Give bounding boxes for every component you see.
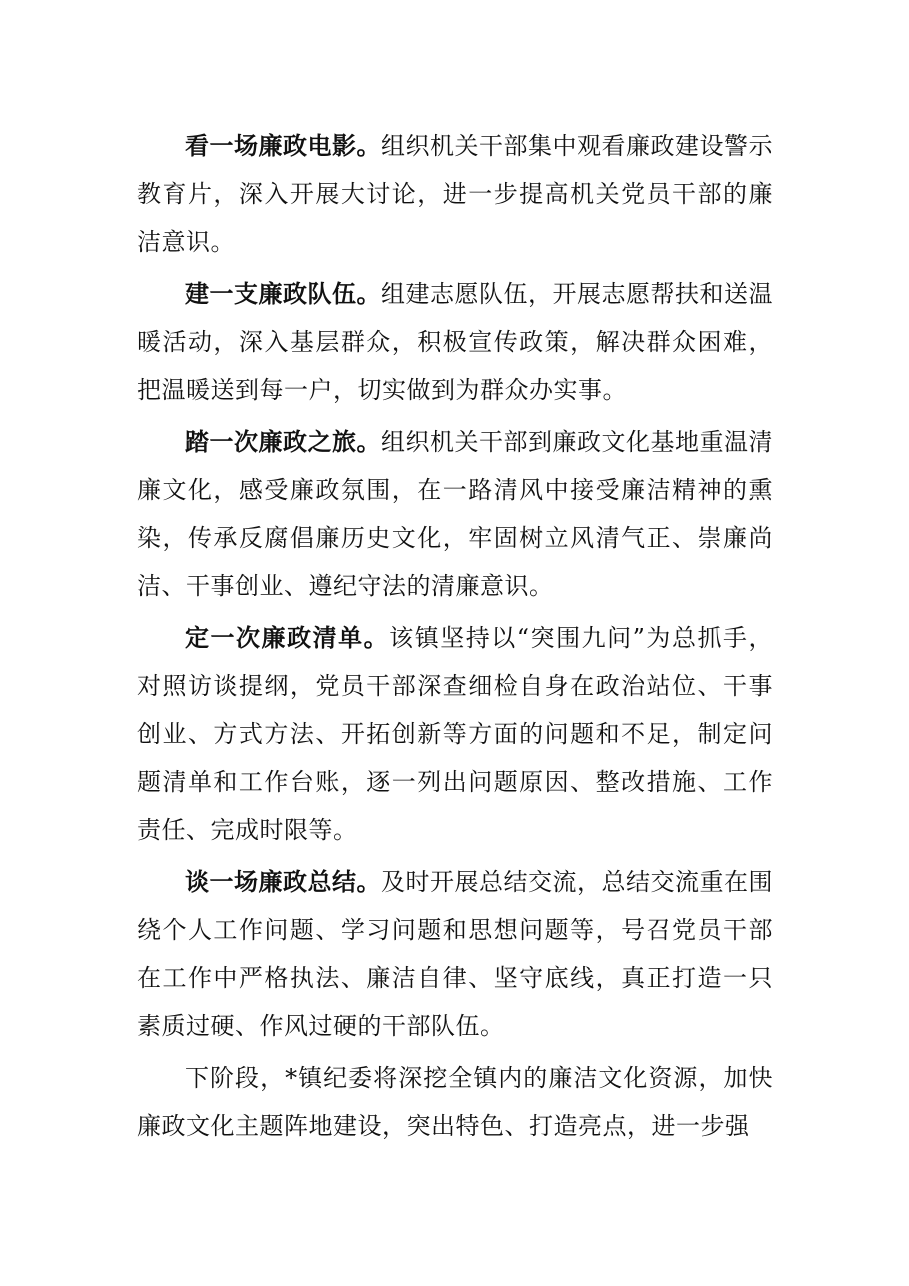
paragraph-team — [137, 270, 773, 414]
paragraph-text: 该镇坚持以“突围九问”为总抓手，对照访谈提纲，党员干部深查细检自身在政治站位、干事创业、方式方法、开拓创新等方面的问题和不足，制定问题清单和工作台账，逐一列出问题原因、整改措施、工作责任、完成时限等。 — [137, 624, 774, 844]
paragraph-lead: 建一支廉政队伍。 — [185, 280, 381, 308]
paragraph-lead: 看一场廉政电影。 — [185, 132, 381, 160]
paragraph-text: 组织机关干部到廉政文化基地重温清廉文化，感受廉政氛围，在一路清风中接受廉洁精神的熏染，传承反腐倡廉历史文化，牢固树立风清气正、崇廉尚洁、干事创业、遵纪守法的清廉意识。 — [137, 428, 773, 600]
paragraph-lead: 谈一场廉政总结。 — [185, 868, 381, 896]
paragraph-movie — [137, 122, 773, 266]
paragraph-lead: 踏一次廉政之旅。 — [185, 428, 381, 456]
paragraph-summary — [137, 858, 773, 1050]
paragraph-list — [137, 614, 773, 854]
paragraph-next-stage — [137, 1054, 773, 1150]
paragraph-text: 组建志愿队伍，开展志愿帮扶和送温暖活动，深入基层群众，积极宣传政策，解决群众困难，把温暖送到每一户，切实做到为群众办实事。 — [137, 280, 773, 404]
document-body — [137, 122, 773, 1154]
paragraph-trip — [137, 418, 773, 610]
paragraph-text: 及时开展总结交流，总结交流重在围绕个人工作问题、学习问题和思想问题等，号召党员干部在工作中严格执法、廉洁自律、坚守底线，真正打造一只素质过硬、作风过硬的干部队伍。 — [137, 868, 773, 1040]
paragraph-lead: 定一次廉政清单。 — [185, 624, 390, 652]
paragraph-text: 组织机关干部集中观看廉政建设警示教育片，深入开展大讨论，进一步提高机关党员干部的廉洁意识。 — [137, 132, 773, 256]
paragraph-text: 下阶段，*镇纪委将深挖全镇内的廉洁文化资源，加快廉政文化主题阵地建设，突出特色、打造亮点，进一步强 — [137, 1064, 773, 1140]
